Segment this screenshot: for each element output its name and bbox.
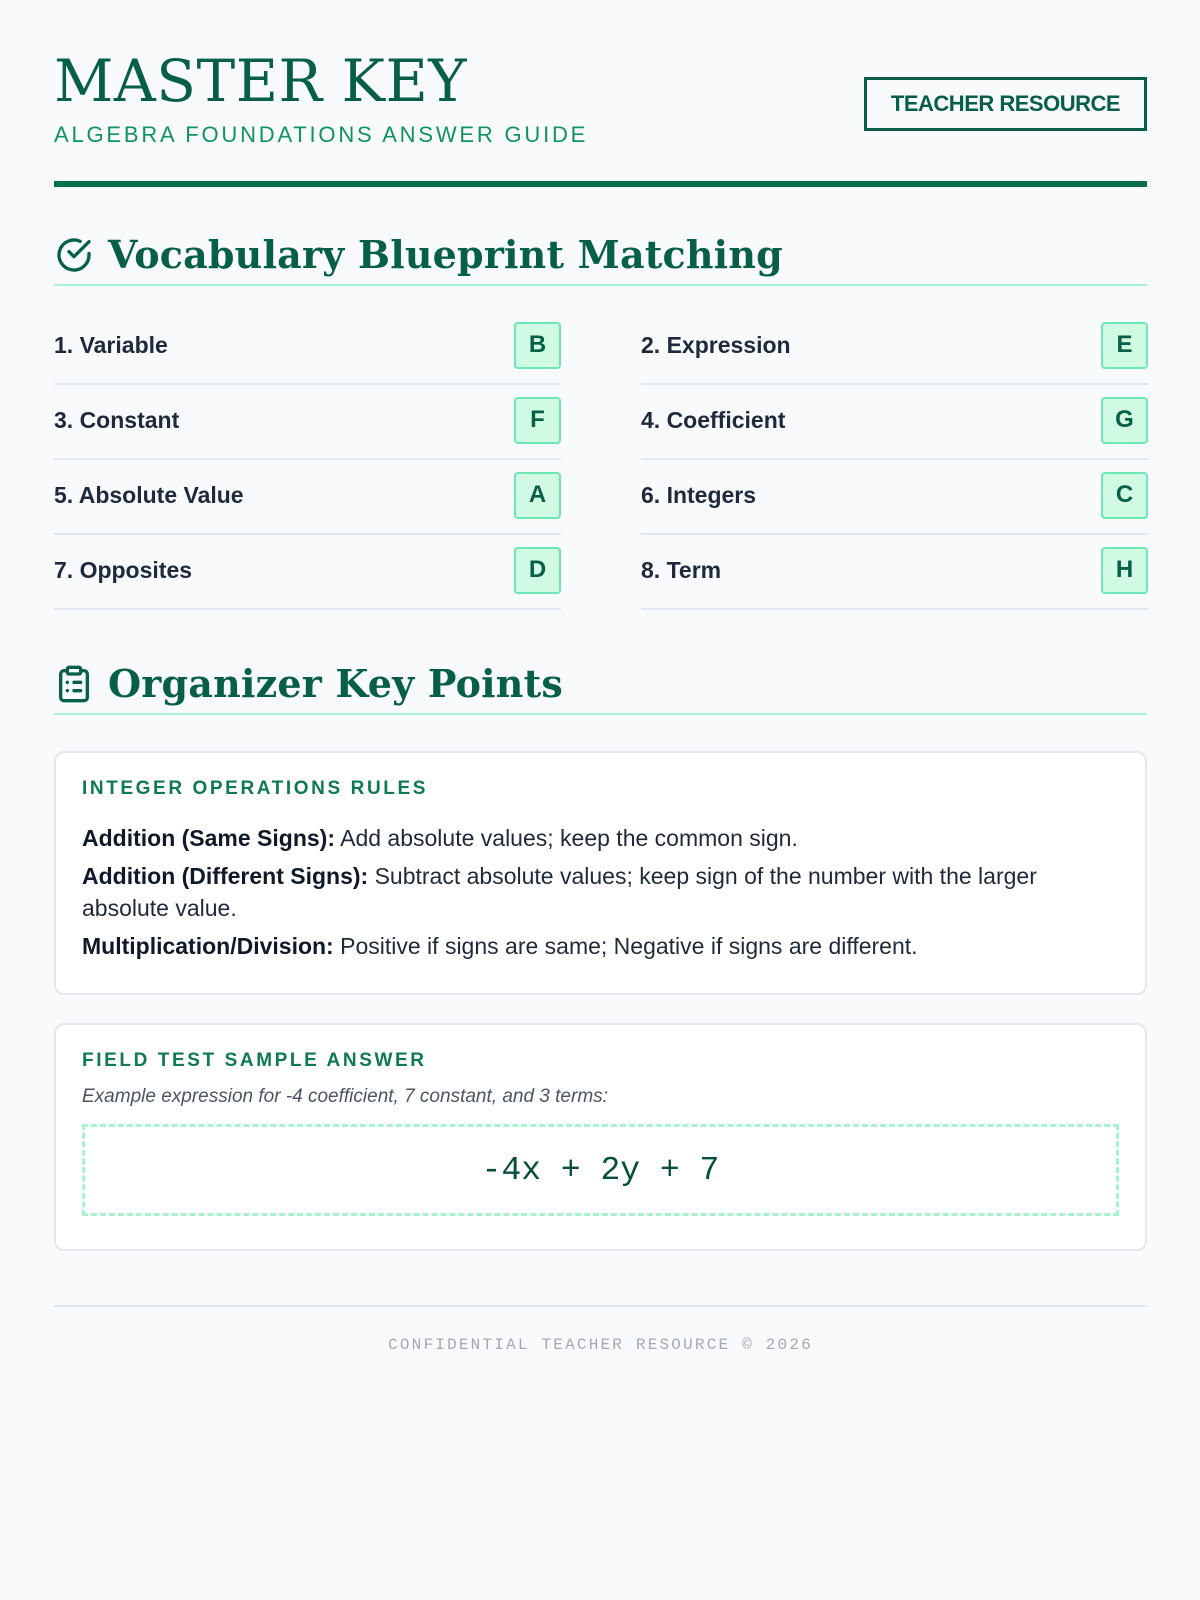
clipboard-list-icon bbox=[54, 664, 94, 704]
vocab-term: 1. Variable bbox=[54, 331, 168, 358]
rule-label: Addition (Same Signs): bbox=[82, 825, 335, 851]
page-title: MASTER KEY bbox=[54, 47, 468, 115]
vocab-right-column bbox=[641, 310, 1148, 610]
teacher-resource-badge: TEACHER RESOURCE bbox=[864, 77, 1147, 131]
vocab-item bbox=[641, 460, 1148, 535]
vocab-answer-box: E bbox=[1101, 322, 1148, 369]
vocab-answer-box: G bbox=[1101, 397, 1148, 444]
rule-label: Multiplication/Division: bbox=[82, 933, 334, 959]
rule-label: Addition (Different Signs): bbox=[82, 863, 369, 889]
vocab-term: 8. Term bbox=[641, 556, 722, 583]
rule-text: Add absolute values; keep the common sign. bbox=[335, 825, 798, 851]
vocab-answer-box: A bbox=[514, 472, 561, 519]
vocab-answer-box: H bbox=[1101, 547, 1148, 594]
vocab-item bbox=[54, 460, 561, 535]
vocab-left-column bbox=[54, 310, 561, 610]
vocab-answer-box: C bbox=[1101, 472, 1148, 519]
vocab-item bbox=[641, 310, 1148, 385]
vocab-term: 2. Expression bbox=[641, 331, 791, 358]
check-circle-icon bbox=[54, 235, 94, 275]
organizer-section-header bbox=[54, 655, 1147, 715]
header-divider bbox=[54, 181, 1147, 187]
footer-text: CONFIDENTIAL TEACHER RESOURCE © 2026 bbox=[388, 1336, 813, 1354]
vocab-answer-box: F bbox=[514, 397, 561, 444]
vocab-term: 6. Integers bbox=[641, 481, 757, 508]
card-heading: FIELD TEST SAMPLE ANSWER bbox=[82, 1050, 427, 1071]
vocab-item bbox=[54, 385, 561, 460]
vocab-term: 7. Opposites bbox=[54, 556, 193, 583]
vocab-item bbox=[54, 310, 561, 385]
answer-key-page bbox=[54, 0, 1147, 1354]
sample-caption: Example expression for -4 coefficient, 7 constant, and 3 terms: bbox=[82, 1086, 608, 1107]
organizer-section-title: Organizer Key Points bbox=[108, 661, 563, 706]
footer-divider bbox=[54, 1305, 1147, 1307]
integer-rules-card bbox=[54, 751, 1147, 995]
vocab-item bbox=[641, 385, 1148, 460]
page-subtitle: ALGEBRA FOUNDATIONS ANSWER GUIDE bbox=[54, 122, 589, 147]
vocab-term: 4. Coefficient bbox=[641, 406, 786, 433]
rule-text: Positive if signs are same; Negative if signs are different. bbox=[333, 933, 918, 959]
rule-item bbox=[82, 930, 1119, 962]
rule-item bbox=[82, 822, 1119, 854]
vocab-item bbox=[54, 535, 561, 610]
vocab-answer-box: D bbox=[514, 547, 561, 594]
page-header bbox=[54, 0, 1147, 187]
vocab-section-header bbox=[54, 226, 1147, 286]
vocab-section-title: Vocabulary Blueprint Matching bbox=[108, 232, 783, 277]
sample-expression-box bbox=[82, 1124, 1119, 1216]
vocab-answer-box: B bbox=[514, 322, 561, 369]
rule-item bbox=[82, 860, 1119, 924]
vocab-term: 3. Constant bbox=[54, 406, 180, 433]
sample-answer-card bbox=[54, 1023, 1147, 1251]
card-heading: INTEGER OPERATIONS RULES bbox=[82, 778, 429, 799]
vocab-item bbox=[641, 535, 1148, 610]
rule-text: Subtract absolute values; keep sign of the number with the larger absolute value. bbox=[82, 863, 1037, 921]
sample-expression: -4x + 2y + 7 bbox=[481, 1151, 720, 1189]
vocab-term: 5. Absolute Value bbox=[54, 481, 244, 508]
